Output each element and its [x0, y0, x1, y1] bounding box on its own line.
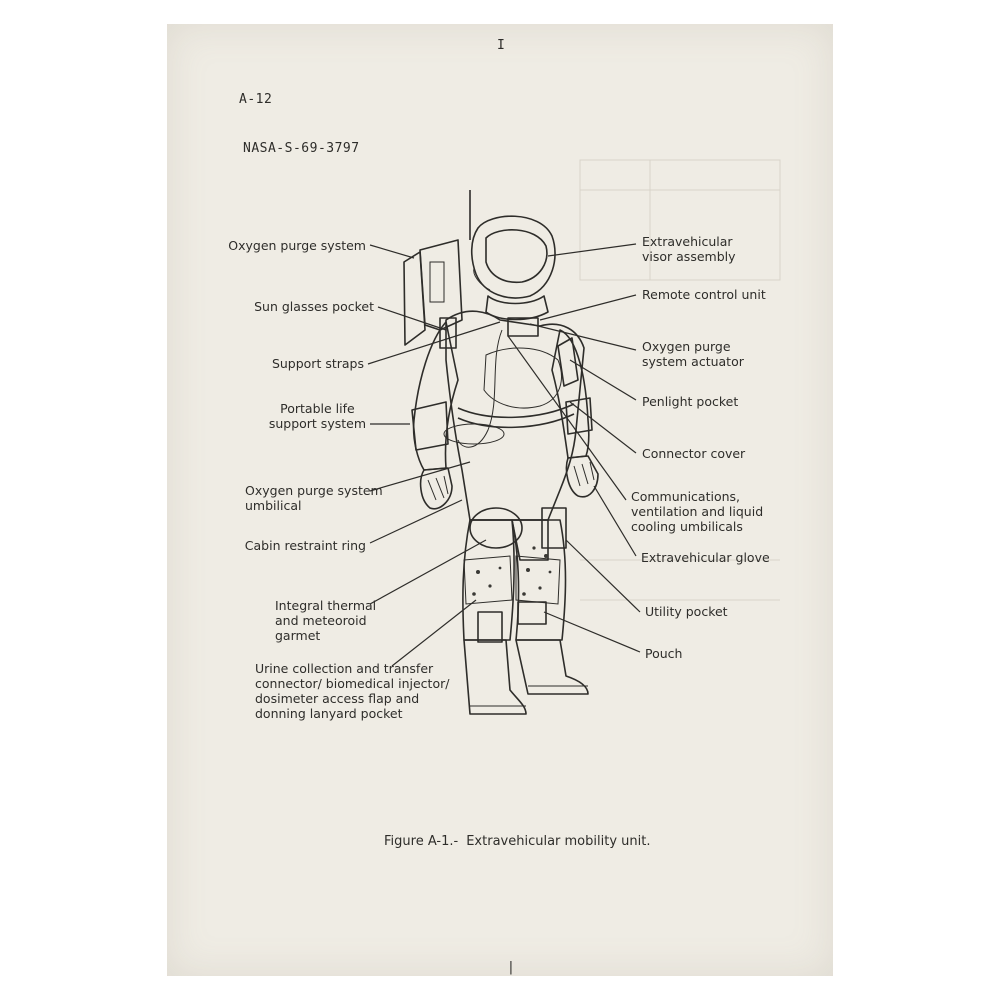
label-sun-glasses-pocket: Sun glasses pocket — [254, 299, 374, 314]
figure-label: Figure A-1.- — [384, 834, 459, 849]
top-mark: I — [497, 38, 506, 53]
figure-caption — [384, 834, 650, 849]
label-integral-thermal-garment: Integral thermal and meteoroid garmet — [275, 598, 377, 643]
photo-id: NASA-S-69-3797 — [243, 141, 360, 156]
label-penlight-pocket: Penlight pocket — [642, 394, 739, 409]
figure-title: Extravehicular mobility unit. — [466, 834, 651, 849]
label-remote-control-unit: Remote control unit — [642, 287, 766, 302]
label-connector-cover: Connector cover — [642, 446, 746, 461]
label-oxygen-purge-system-umbilical: Oxygen purge system umbilical — [245, 483, 383, 513]
label-oxygen-purge-system: Oxygen purge system — [228, 238, 366, 253]
label-extravehicular-visor-assembly: Extravehicular visor assembly — [642, 234, 736, 264]
label-urine-collection: Urine collection and transfer connector/ biomedical injector/ dosimeter access flap and donning lanyard pocket — [255, 661, 450, 721]
label-portable-life-support-system: Portable life support system — [268, 401, 366, 431]
label-communications-umbilicals: Communications, ventilation and liquid cooling umbilicals — [631, 489, 764, 534]
label-oxygen-purge-system-actuator: Oxygen purge system actuator — [642, 339, 744, 369]
label-utility-pocket: Utility pocket — [645, 604, 728, 619]
label-cabin-restraint-ring: Cabin restraint ring — [244, 538, 366, 553]
label-extravehicular-glove: Extravehicular glove — [641, 550, 770, 565]
page-number: A-12 — [239, 92, 273, 107]
label-pouch: Pouch — [645, 646, 683, 661]
bottom-mark: | — [507, 960, 516, 975]
label-support-straps: Support straps — [271, 356, 364, 371]
